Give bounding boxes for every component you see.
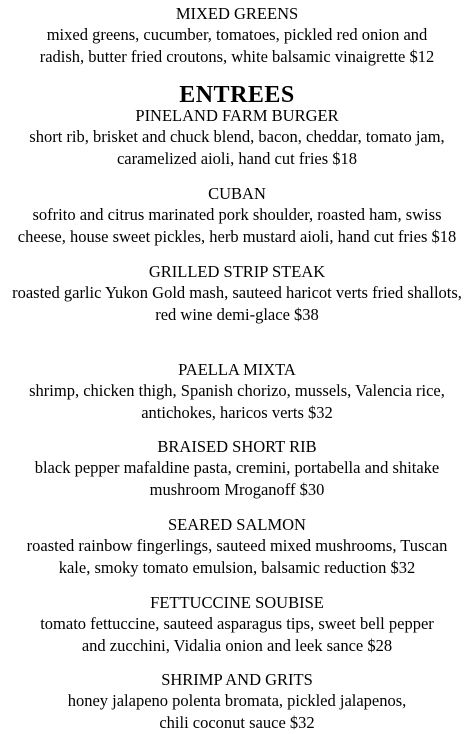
menu-item-name: SEARED SALMON bbox=[168, 515, 306, 534]
menu-item-name: BRAISED SHORT RIB bbox=[157, 437, 317, 456]
menu-item-name: PINELAND FARM BURGER bbox=[135, 106, 339, 125]
menu-item-description: antichokes, haricos verts $32 bbox=[141, 403, 333, 422]
menu-item-description: cheese, house sweet pickles, herb mustard aioli, hand cut fries $18 bbox=[17, 227, 457, 246]
menu-item-description: roasted rainbow fingerlings, sauteed mixed mushrooms, Tuscan bbox=[26, 536, 448, 555]
menu-item-description: short rib, brisket and chuck blend, bacon, cheddar, tomato jam, bbox=[29, 127, 445, 146]
menu-item-description: radish, butter fried croutons, white balsamic vinaigrette $12 bbox=[39, 47, 435, 66]
menu-item-name: CUBAN bbox=[208, 184, 266, 203]
section-title: ENTREES bbox=[179, 82, 295, 108]
menu-item-description: roasted garlic Yukon Gold mash, sauteed haricot verts fried shallots, bbox=[12, 283, 462, 302]
menu-item-fettuccine-soubise bbox=[0, 593, 474, 657]
menu-item-shrimp-and-grits bbox=[0, 670, 474, 734]
menu-item-name: FETTUCCINE SOUBISE bbox=[150, 593, 324, 612]
menu-item-braised-short-rib bbox=[0, 437, 474, 501]
menu-item-pineland-farm-burger bbox=[0, 106, 474, 170]
menu-item-name: PAELLA MIXTA bbox=[178, 360, 296, 379]
menu-item-mixed-greens bbox=[0, 4, 474, 68]
menu-item-description: mixed greens, cucumber, tomatoes, pickled red onion and bbox=[46, 25, 428, 44]
menu-item-name: MIXED GREENS bbox=[175, 4, 299, 23]
menu-item-description: sofrito and citrus marinated pork shoulder, roasted ham, swiss bbox=[32, 205, 442, 224]
menu-item-cuban bbox=[0, 184, 474, 248]
menu-item-description: shrimp, chicken thigh, Spanish chorizo, mussels, Valencia rice, bbox=[29, 381, 445, 400]
menu-item-description: and zucchini, Vidalia onion and leek sance $28 bbox=[81, 636, 393, 655]
menu-item-description: tomato fettuccine, sauteed asparagus tips, sweet bell pepper bbox=[40, 614, 434, 633]
menu-item-name: GRILLED STRIP STEAK bbox=[148, 262, 326, 281]
menu-item-description: chili coconut sauce $32 bbox=[159, 713, 315, 732]
menu-item-description: black pepper mafaldine pasta, cremini, portabella and shitake bbox=[34, 458, 440, 477]
menu-item-description: mushroom Mroganoff $30 bbox=[149, 480, 325, 499]
menu-item-description: red wine demi-glace $38 bbox=[155, 305, 319, 324]
menu-item-grilled-strip-steak bbox=[0, 262, 474, 326]
menu-item-description: kale, smoky tomato emulsion, balsamic reduction $32 bbox=[58, 558, 416, 577]
menu-item-paella-mixta bbox=[0, 360, 474, 424]
menu-item-description: honey jalapeno polenta bromata, pickled jalapenos, bbox=[67, 691, 407, 710]
menu-item-description: caramelized aioli, hand cut fries $18 bbox=[116, 149, 358, 168]
menu-item-name: SHRIMP AND GRITS bbox=[161, 670, 313, 689]
menu-item-seared-salmon bbox=[0, 515, 474, 579]
